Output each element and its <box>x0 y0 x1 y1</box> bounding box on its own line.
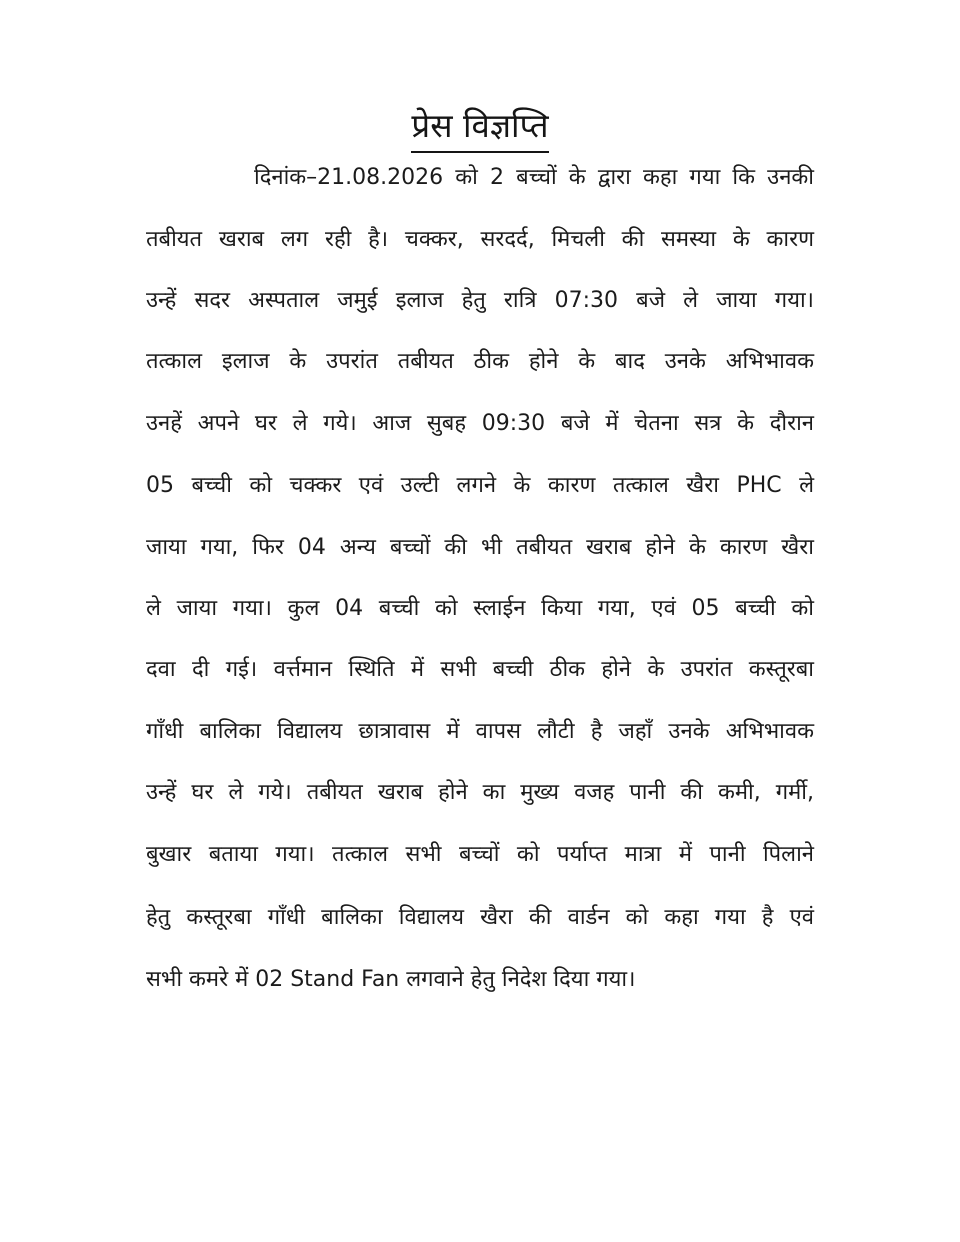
body-line-3: उन्हें सदर अस्पताल जमुई इलाज हेतु रात्रि 07:30 बजे ले जाया गया। <box>146 288 814 313</box>
body-line-8: ले जाया गया। कुल 04 बच्ची को स्लाईन किया गया, एवं 05 बच्ची को <box>146 596 814 621</box>
document-title-text: प्रेस विज्ञप्ति <box>411 104 548 153</box>
body-line-9: दवा दी गई। वर्त्तमान स्थिति में सभी बच्ची ठीक होने के उपरांत कस्तूरबा <box>146 657 814 682</box>
body-line-2: तबीयत खराब लग रही है। चक्कर, सरदर्द, मिचली की समस्या के कारण <box>146 227 814 252</box>
body-line-14: सभी कमरे में 02 Stand Fan लगवाने हेतु निदेश दिया गया। <box>146 967 636 992</box>
body-line-13: हेतु कस्तूरबा गाँधी बालिका विद्यालय खैरा की वार्डन को कहा गया है एवं <box>146 905 814 930</box>
body-line-11: उन्हें घर ले गये। तबीयत खराब होने का मुख्य वजह पानी की कमी, गर्मी, <box>146 780 814 805</box>
body-line-5: उनहें अपने घर ले गये। आज सुबह 09:30 बजे में चेतना सत्र के दौरान <box>146 411 814 436</box>
body-line-4: तत्काल इलाज के उपरांत तबीयत ठीक होने के बाद उनके अभिभावक <box>146 349 814 374</box>
body-line-12: बुखार बताया गया। तत्काल सभी बच्चों को पर्याप्त मात्रा में पानी पिलाने <box>146 842 814 867</box>
body-line-10: गाँधी बालिका विद्यालय छात्रावास में वापस लौटी है जहाँ उनके अभिभावक <box>146 719 814 744</box>
body-line-6: 05 बच्ची को चक्कर एवं उल्टी लगने के कारण तत्काल खैरा PHC ले <box>146 473 814 498</box>
body-line-1: दिनांक–21.08.2026 को 2 बच्चों के द्वारा कहा गया कि उनकी <box>254 165 814 190</box>
body-line-7: जाया गया, फिर 04 अन्य बच्चों की भी तबीयत खराब होने के कारण खैरा <box>146 535 814 560</box>
document-title <box>0 104 960 153</box>
